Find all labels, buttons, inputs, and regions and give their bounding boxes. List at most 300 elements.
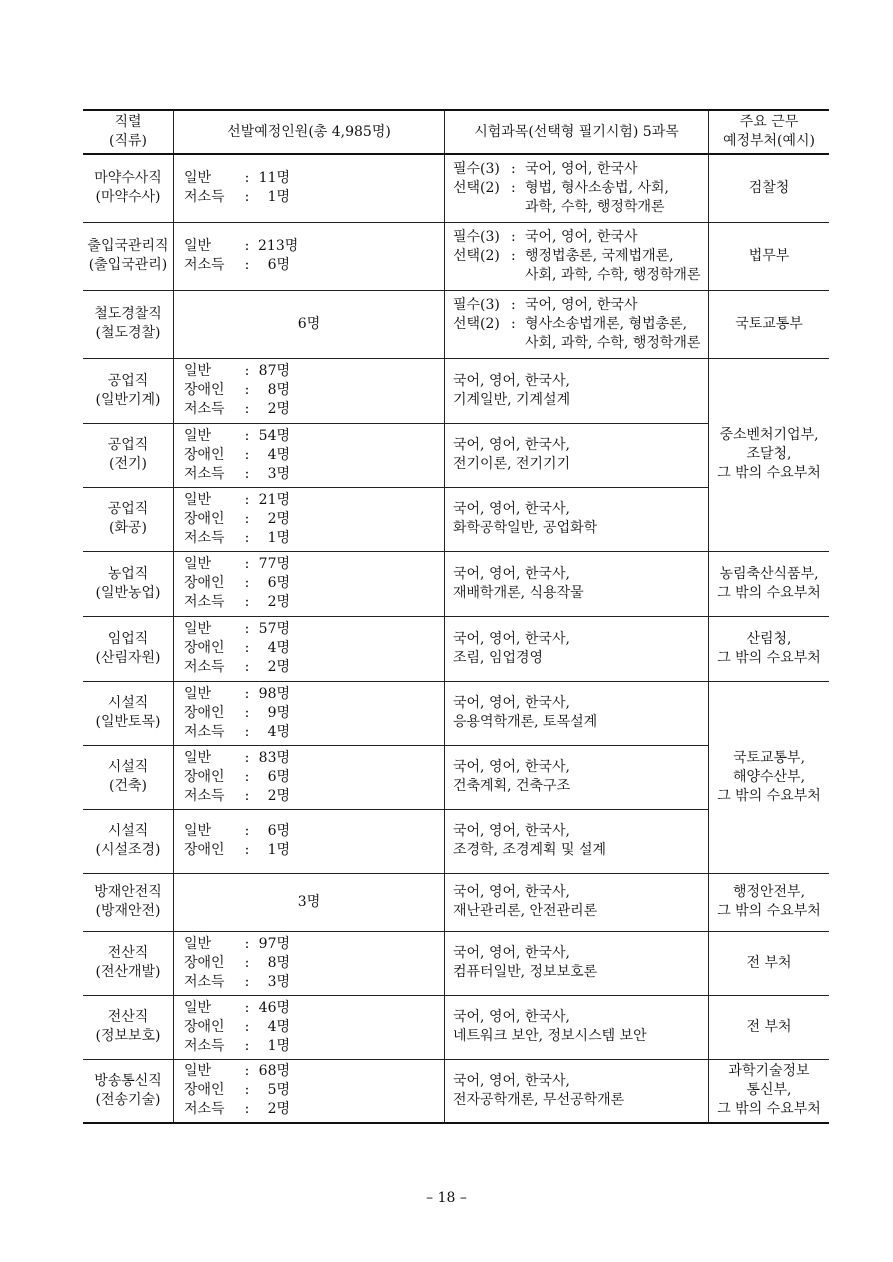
quota-colon: : — [244, 575, 250, 591]
quota-line — [184, 381, 444, 400]
subject-line-2: 기계일반, 기계설계 — [453, 391, 571, 408]
quota-colon: : — [244, 704, 250, 721]
dept-cell — [709, 931, 830, 995]
quota-count: 4명 — [267, 1018, 290, 1035]
subject-line-1: 국어, 영어, 한국사, — [453, 372, 570, 389]
job-name: 공업직 — [107, 372, 149, 389]
job-name: 방재안전직 — [94, 884, 162, 900]
quota-colon: : — [244, 363, 250, 379]
quota-cell — [174, 222, 445, 290]
quota-label: 일반 — [184, 999, 212, 1016]
table-row — [83, 616, 829, 681]
subjects-cell — [445, 551, 709, 616]
dept-name: 그 밖의 수요부처 — [717, 787, 821, 804]
dept-name: 전 부처 — [746, 954, 792, 971]
subject-line-1: 국어, 영어, 한국사, — [453, 501, 570, 517]
job-cell — [83, 290, 174, 358]
quota-label: 일반 — [184, 749, 212, 766]
dept-name: 그 밖의 수요부처 — [717, 465, 821, 481]
quota-count: 1명 — [267, 529, 290, 546]
quota-label: 일반 — [184, 491, 212, 508]
quota-colon: : — [244, 640, 250, 656]
dept-name: 행정안전부, — [732, 884, 806, 900]
quota-label: 저소득 — [184, 1101, 225, 1118]
subjects-cell — [445, 154, 709, 222]
quota-colon: : — [244, 257, 250, 273]
dept-cell — [709, 1059, 830, 1123]
quota-line — [184, 188, 444, 207]
quota-cell — [174, 423, 445, 487]
dept-name: 중소벤처기업부, — [719, 427, 819, 443]
subject-line-2: 응용역학개론, 토목설계 — [453, 714, 598, 730]
quota-colon: : — [244, 787, 250, 804]
quota-line — [184, 237, 444, 256]
quota-label: 저소득 — [184, 594, 225, 610]
header-quota: 선발예정인원(총 4,985명) — [174, 110, 445, 154]
table-row — [83, 995, 829, 1059]
quota-list — [174, 935, 444, 992]
quota-count: 4명 — [267, 446, 290, 463]
quota-line — [184, 529, 444, 548]
job-cell — [83, 154, 174, 222]
subject-line-2: 네트워크 보안, 정보시스템 보안 — [453, 1028, 647, 1044]
job-name: 임업직 — [107, 630, 149, 647]
job-series: (시설조경) — [95, 842, 161, 858]
quota-colon: : — [244, 621, 250, 637]
quota-count: 1명 — [267, 842, 290, 858]
quota-colon: : — [244, 529, 250, 546]
job-cell — [83, 487, 174, 551]
quota-line — [184, 465, 444, 484]
quota-label: 저소득 — [184, 257, 225, 273]
quota-colon: : — [244, 510, 250, 527]
quota-line — [184, 787, 444, 806]
quota-line — [184, 685, 444, 704]
dept-name: 해양수산부, — [732, 768, 806, 785]
quota-total: 6명 — [297, 315, 321, 332]
quota-colon: : — [244, 768, 250, 785]
quota-list — [174, 237, 444, 275]
quota-colon: : — [244, 954, 250, 971]
quota-line — [184, 362, 444, 381]
job-name: 철도경찰직 — [94, 306, 162, 322]
quota-cell — [174, 487, 445, 551]
dept-name: 국토교통부, — [732, 749, 806, 766]
elective-continued: 과학, 수학, 행정학개론 — [525, 198, 665, 215]
quota-label: 장애인 — [184, 510, 225, 527]
required-subjects — [453, 160, 708, 179]
quota-line — [184, 427, 444, 446]
required-colon: : — [511, 228, 516, 245]
quota-line — [184, 1062, 444, 1081]
job-series: (건축) — [109, 778, 147, 794]
quota-line — [184, 658, 444, 677]
quota-count: 2명 — [267, 594, 290, 610]
quota-count: 8명 — [267, 382, 290, 398]
quota-line — [184, 555, 444, 574]
quota-colon: : — [244, 1018, 250, 1035]
elective-label: 선택(2) — [453, 247, 500, 264]
quota-count: 2명 — [267, 1101, 290, 1118]
subjects-cell — [445, 995, 709, 1059]
subjects-cell — [445, 616, 709, 681]
required-text: 국어, 영어, 한국사 — [525, 296, 638, 313]
dept-name: 산림청, — [746, 630, 792, 647]
quota-label: 일반 — [184, 621, 212, 637]
subject-line-2: 화학공학일반, 공업화학 — [453, 520, 598, 536]
quota-line — [184, 1037, 444, 1056]
required-colon: : — [511, 160, 516, 177]
subject-line-1: 국어, 영어, 한국사, — [453, 565, 570, 582]
subject-line-1: 국어, 영어, 한국사, — [453, 437, 570, 453]
dept-cell — [709, 681, 830, 873]
quota-cell — [174, 358, 445, 423]
quota-line — [184, 723, 444, 742]
quota-cell — [174, 681, 445, 745]
quota-line — [184, 620, 444, 639]
header-dept-line2: 예정부처(예시) — [722, 133, 816, 149]
quota-list — [174, 362, 444, 419]
quota-count: 6명 — [267, 823, 290, 839]
elective-subjects — [453, 247, 708, 266]
quota-list — [174, 169, 444, 207]
job-series: (방재안전) — [95, 903, 161, 919]
job-series: (전기) — [109, 456, 147, 472]
subject-line-2: 조림, 임업경영 — [453, 649, 544, 666]
quota-label: 저소득 — [184, 401, 225, 417]
quota-count: 1명 — [267, 1037, 290, 1054]
subject-line-2: 재난관리론, 안전관리론 — [453, 903, 598, 919]
quota-list — [174, 1062, 444, 1119]
header-dept-line1: 주요 근무 — [739, 114, 799, 130]
quota-colon: : — [244, 723, 250, 740]
quota-colon: : — [244, 427, 250, 444]
job-series: (전송기술) — [95, 1091, 161, 1108]
quota-label: 저소득 — [184, 529, 225, 546]
quota-colon: : — [244, 465, 250, 482]
quota-count: 5명 — [267, 1082, 290, 1099]
subjects-cell — [445, 290, 709, 358]
table-body — [83, 154, 829, 1123]
elective-label: 선택(2) — [453, 179, 500, 196]
quota-colon: : — [244, 491, 250, 508]
quota-colon: : — [244, 659, 250, 675]
quota-label: 장애인 — [184, 1082, 225, 1099]
elective-subjects — [453, 315, 708, 334]
dept-cell — [709, 995, 830, 1059]
quota-line — [184, 973, 444, 992]
elective-text: 행정법총론, 국제법개론, — [525, 247, 674, 264]
quota-label: 저소득 — [184, 787, 225, 804]
quota-label: 장애인 — [184, 842, 225, 858]
page-number: – 18 – — [426, 1190, 467, 1206]
quota-colon: : — [244, 1063, 250, 1080]
job-series: (일반토목) — [95, 714, 161, 730]
table-row — [83, 931, 829, 995]
quota-colon: : — [244, 1082, 250, 1099]
subjects-cell — [445, 358, 709, 423]
quota-label: 저소득 — [184, 723, 225, 740]
subject-line-1: 국어, 영어, 한국사, — [453, 1072, 570, 1089]
quota-line — [184, 639, 444, 658]
table-row — [83, 290, 829, 358]
elective-label: 선택(2) — [453, 315, 500, 332]
quota-label: 장애인 — [184, 640, 225, 656]
subjects-cell — [445, 745, 709, 809]
table-row — [83, 681, 829, 745]
quota-colon: : — [244, 842, 250, 858]
table-row — [83, 222, 829, 290]
elective-colon: : — [511, 247, 516, 264]
job-cell — [83, 745, 174, 809]
quota-count: 4명 — [267, 640, 290, 656]
elective-text: 형사소송법개론, 형법총론, — [525, 315, 688, 332]
dept-name: 국토교통부 — [735, 315, 803, 332]
dept-name: 그 밖의 수요부처 — [717, 903, 821, 919]
quota-count: 83명 — [258, 749, 290, 766]
quota-line — [184, 446, 444, 465]
quota-colon: : — [244, 973, 250, 990]
subject-line-2: 재배학개론, 식용작물 — [453, 584, 584, 601]
subjects-cell — [445, 1059, 709, 1123]
quota-list — [174, 999, 444, 1056]
quota-count: 4명 — [267, 723, 290, 740]
quota-line — [184, 704, 444, 723]
quota-count: 11명 — [258, 170, 290, 187]
quota-list — [174, 620, 444, 677]
quota-count: 6명 — [267, 768, 290, 785]
subject-line-1: 국어, 영어, 한국사, — [453, 884, 570, 900]
quota-count: 2명 — [267, 787, 290, 804]
dept-name: 통신부, — [746, 1082, 792, 1099]
quota-label: 장애인 — [184, 446, 225, 463]
job-series: (출입국관리) — [88, 257, 168, 273]
dept-cell — [709, 616, 830, 681]
quota-line — [184, 1081, 444, 1100]
job-series: (정보보호) — [95, 1028, 161, 1044]
required-text: 국어, 영어, 한국사 — [525, 160, 638, 177]
quota-line — [184, 510, 444, 529]
quota-cell — [174, 745, 445, 809]
required-label: 필수(3) — [453, 228, 500, 245]
quota-label: 장애인 — [184, 1018, 225, 1035]
quota-line — [184, 954, 444, 973]
job-cell — [83, 931, 174, 995]
quota-colon: : — [244, 189, 250, 206]
elective-continued: 사회, 과학, 수학, 행정학개론 — [525, 334, 701, 351]
quota-label: 일반 — [184, 427, 212, 444]
quota-line — [184, 935, 444, 954]
subjects-cell — [445, 931, 709, 995]
quota-label: 일반 — [184, 685, 212, 702]
quota-cell — [174, 873, 445, 931]
subject-line-1: 국어, 영어, 한국사, — [453, 945, 570, 961]
dept-name: 전 부처 — [746, 1018, 792, 1035]
quota-cell — [174, 290, 445, 358]
quota-count: 97명 — [258, 935, 290, 952]
required-label: 필수(3) — [453, 296, 500, 313]
quota-label: 저소득 — [184, 973, 225, 990]
quota-line — [184, 749, 444, 768]
quota-label: 장애인 — [184, 704, 225, 721]
quota-total: 3명 — [297, 893, 321, 910]
quota-count: 8명 — [267, 954, 290, 971]
quota-label: 장애인 — [184, 768, 225, 785]
quota-label: 일반 — [184, 170, 212, 187]
header-job-series: (직류) — [109, 133, 147, 149]
quota-line — [184, 491, 444, 510]
quota-count: 98명 — [258, 685, 290, 702]
quota-cell — [174, 551, 445, 616]
job-cell — [83, 423, 174, 487]
dept-cell — [709, 154, 830, 222]
job-cell — [83, 809, 174, 873]
elective-continued: 사회, 과학, 수학, 행정학개론 — [525, 266, 701, 283]
subjects-cell — [445, 873, 709, 931]
header-job-name: 직렬 — [114, 114, 142, 130]
job-cell — [83, 616, 174, 681]
quota-colon: : — [244, 382, 250, 398]
subject-line-2: 전자공학개론, 무선공학개론 — [453, 1091, 625, 1108]
quota-label: 장애인 — [184, 382, 225, 398]
quota-colon: : — [244, 999, 250, 1016]
job-series: (일반기계) — [95, 391, 161, 408]
quota-label: 장애인 — [184, 575, 225, 591]
dept-cell — [709, 358, 830, 551]
header-subjects: 시험과목(선택형 필기시험) 5과목 — [445, 110, 709, 154]
quota-count: 2명 — [267, 401, 290, 417]
required-label: 필수(3) — [453, 160, 500, 177]
job-name: 공업직 — [107, 501, 149, 517]
table-row — [83, 358, 829, 423]
quota-count: 3명 — [267, 465, 290, 482]
job-series: (화공) — [109, 520, 147, 536]
job-name: 시설직 — [107, 695, 149, 711]
quota-label: 저소득 — [184, 465, 225, 482]
quota-colon: : — [244, 823, 250, 839]
quota-label: 저소득 — [184, 1037, 225, 1054]
job-cell — [83, 358, 174, 423]
required-subjects — [453, 296, 708, 315]
quota-count: 87명 — [258, 363, 290, 379]
quota-count: 2명 — [267, 659, 290, 675]
quota-count: 77명 — [258, 556, 290, 572]
quota-count: 2명 — [267, 510, 290, 527]
job-series: (마약수사) — [95, 189, 161, 206]
quota-count: 9명 — [267, 704, 290, 721]
table-row — [83, 551, 829, 616]
quota-list — [174, 427, 444, 484]
quota-line — [184, 400, 444, 419]
quota-colon: : — [244, 685, 250, 702]
elective-subjects — [453, 179, 708, 198]
subject-line-1: 국어, 영어, 한국사, — [453, 630, 570, 647]
quota-list — [174, 822, 444, 860]
job-name: 마약수사직 — [94, 170, 162, 187]
dept-cell — [709, 873, 830, 931]
quota-list — [174, 491, 444, 548]
dept-name: 검찰청 — [748, 179, 790, 196]
dept-cell — [709, 290, 830, 358]
quota-count: 1명 — [267, 189, 290, 206]
job-cell — [83, 1059, 174, 1123]
dept-name: 그 밖의 수요부처 — [717, 1101, 821, 1118]
quota-line — [184, 841, 444, 860]
job-name: 시설직 — [107, 759, 149, 775]
quota-colon: : — [244, 556, 250, 572]
quota-line — [184, 574, 444, 593]
quota-line — [184, 256, 444, 275]
quota-cell — [174, 995, 445, 1059]
dept-cell — [709, 551, 830, 616]
required-text: 국어, 영어, 한국사 — [525, 228, 638, 245]
table-row — [83, 1059, 829, 1123]
job-series: (전산개발) — [95, 964, 161, 980]
subject-line-1: 국어, 영어, 한국사, — [453, 1009, 570, 1025]
quota-label: 저소득 — [184, 659, 225, 675]
quota-cell — [174, 931, 445, 995]
job-name: 방송통신직 — [94, 1072, 162, 1089]
job-name: 농업직 — [107, 565, 149, 582]
table-row — [83, 154, 829, 222]
quota-label: 일반 — [184, 935, 212, 952]
quota-colon: : — [244, 446, 250, 463]
subjects-cell — [445, 222, 709, 290]
quota-cell — [174, 1059, 445, 1123]
quota-list — [174, 555, 444, 612]
job-cell — [83, 551, 174, 616]
dept-name: 그 밖의 수요부처 — [717, 584, 821, 601]
subjects-cell — [445, 487, 709, 551]
quota-count: 6명 — [267, 257, 290, 273]
quota-label: 일반 — [184, 1063, 212, 1080]
quota-colon: : — [244, 401, 250, 417]
quota-count: 54명 — [258, 427, 290, 444]
quota-colon: : — [244, 935, 250, 952]
quota-line — [184, 768, 444, 787]
subjects-cell — [445, 809, 709, 873]
table-row — [83, 873, 829, 931]
quota-label: 일반 — [184, 556, 212, 572]
subject-line-1: 국어, 영어, 한국사, — [453, 695, 570, 711]
job-cell — [83, 681, 174, 745]
job-name: 시설직 — [107, 823, 149, 839]
elective-colon: : — [511, 315, 516, 332]
quota-label: 일반 — [184, 363, 212, 379]
subject-line-2: 컴퓨터일반, 정보보호론 — [453, 964, 598, 980]
elective-text: 형법, 형사소송법, 사회, — [525, 179, 669, 196]
subject-line-2: 조경학, 조경계획 및 설계 — [453, 842, 607, 858]
quota-count: 6명 — [267, 575, 290, 591]
header-dept — [709, 110, 830, 154]
job-series: (산림자원) — [95, 649, 161, 666]
job-name: 전산직 — [107, 1009, 149, 1025]
quota-line — [184, 169, 444, 188]
quota-list — [174, 685, 444, 742]
quota-count: 21명 — [258, 491, 290, 508]
quota-cell — [174, 616, 445, 681]
quota-label: 일반 — [184, 238, 212, 254]
subject-line-2: 건축계획, 건축구조 — [453, 778, 571, 794]
dept-name: 법무부 — [748, 247, 790, 264]
required-subjects — [453, 228, 708, 247]
job-series: (철도경찰) — [95, 325, 161, 341]
job-cell — [83, 873, 174, 931]
quota-colon: : — [244, 238, 250, 254]
quota-label: 장애인 — [184, 954, 225, 971]
quota-count: 213명 — [258, 238, 299, 254]
quota-colon: : — [244, 749, 250, 766]
